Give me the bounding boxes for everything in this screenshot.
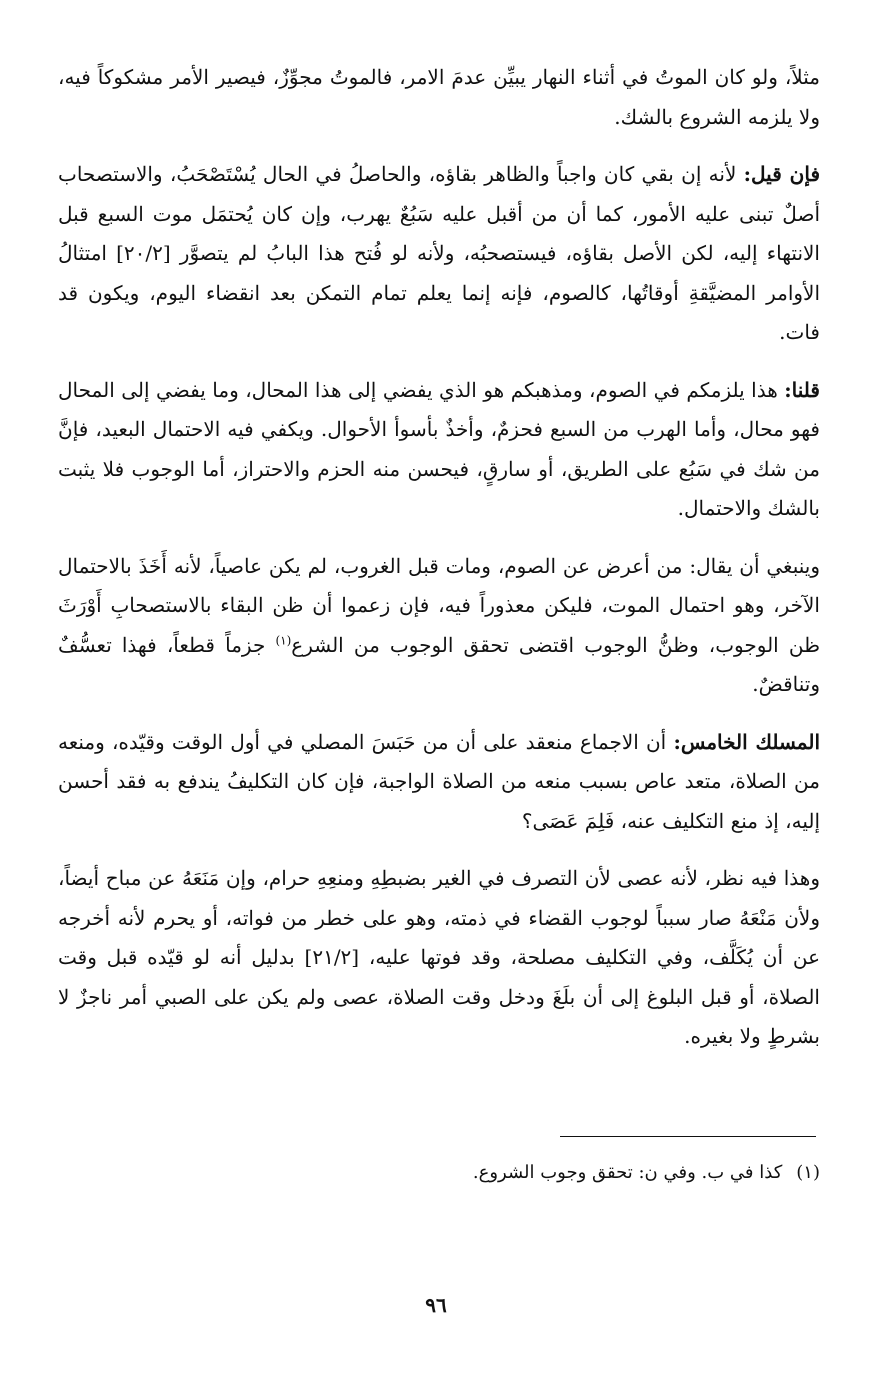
paragraph-lead: المسلك الخامس: [673,729,821,754]
footnote-text: كذا في ب. وفي ن: تحقق وجوب الشروع. [472,1162,783,1183]
paragraph-2 [58,155,820,353]
footnote [58,1158,820,1188]
paragraph-text: أن الاجماع منعقد على أن من حَبَسَ المصلي في أول الوقت وقيّده، ومنعه من الصلاة، متعد عاص بسبب منعه من الصلاة الواجبة، فإن كان التكليفُ يندفع به فقد أحسن إليه، إذ منع التكليف عنه، فَلِمَ عَصَى؟ [58,729,820,833]
paragraph-1 [58,58,820,137]
footnote-number: (١) [796,1162,820,1183]
paragraph-text: لأنه إن بقي كان واجباً والظاهر بقاؤه، والحاصلُ في الحال يُسْتَصْحَبُ، والاستصحاب أصلٌ تبنى عليه الأمور، كما أن من أقبل عليه سَبُعٌ يهرب، وإن كان يُحتمَل موت السبع قبل الانتهاء إليه، لكن الأصل بقاؤه، فيستصحبُه، ولأنه لو فُتح هذا البابُ لم يتصوَّر [٢٠/٢] امتثالُ الأوامر المضيَّقةِ أوقاتُها، كالصوم، فإنه إنما يعلم تمام التمكن بعد انقضاء اليوم، ويكون قد فات. [58,162,820,344]
paragraph-5 [58,723,820,842]
paragraph-text: وينبغي أن يقال: من أعرض عن الصوم، ومات قبل الغروب، لم يكن عاصياً، لأنه أَخَذَ بالاحتمال الآخر، وهو احتمال الموت، فليكن معذوراً فيه، فإن زعموا أن ظن البقاء بالاستصحابِ أَوْرَثَ ظن الوجوب، وظنُّ الوجوب اقتضى تحقق الوجوب من الشرع [58,553,820,657]
page-number: ٩٦ [425,1293,447,1317]
paragraph-lead: فإن قيل: [743,162,821,186]
footnote-marker[interactable]: (١) [275,632,292,647]
paragraph-3 [58,371,820,529]
paragraph-text: وهذا فيه نظر، لأنه عصى لأن التصرف في الغير بضبطِهِ ومنعِهِ حرام، وإن مَنَعَهُ عن مباح أيضاً، ولأن مَنْعَهُ صار سبباً لوجوب القضاء في ذمته، وهو على خطر من فواته، أو يحرم لأنه أخرجه عن أن يُكَلَّف، وفي التكليف مصلحة، وقد فوتها عليه، [٢١/٢] بدليل أنه لو قيّده قبل وقت الصلاة، أو قبل البلوغ إلى أن بلَغَ ودخل وقت الصلاة، عصى ولم يكن على الصبي أمر ناجزٌ لا بشرطٍ ولا بغيره. [58,866,820,1048]
paragraph-lead: قلنا: [784,377,820,402]
paragraph-text: مثلاً، ولو كان الموتُ في أثناء النهار يبيِّن عدمَ الامر، فالموتُ مجوِّزٌ، فيصير الأمر مشكوكاً فيه، ولا يلزمه الشروع بالشك. [58,65,820,129]
paragraph-text: هذا يلزمكم في الصوم، ومذهبكم هو الذي يفضي إلى هذا المحال، وما يفضي إلى المحال فهو محال، وأما الهرب من السبع فحزمٌ، وأخذٌ بأسوأ الأحوال. ويكفي فيه الاحتمال البعيد، فإنَّ من شك في سَبُع على الطريق، أو سارقٍ، فيحسن منه الحزم والاحتراز، أما الوجوب فلا يثبت بالشك والاحتمال. [58,377,820,520]
main-text [58,58,820,1057]
paragraph-4 [58,547,820,705]
footnote-separator [560,1136,816,1137]
paragraph-6 [58,859,820,1057]
paragraph-text-continued: جزماً قطعاً، فهذا تعسُّفٌ وتناقضٌ. [58,632,820,696]
